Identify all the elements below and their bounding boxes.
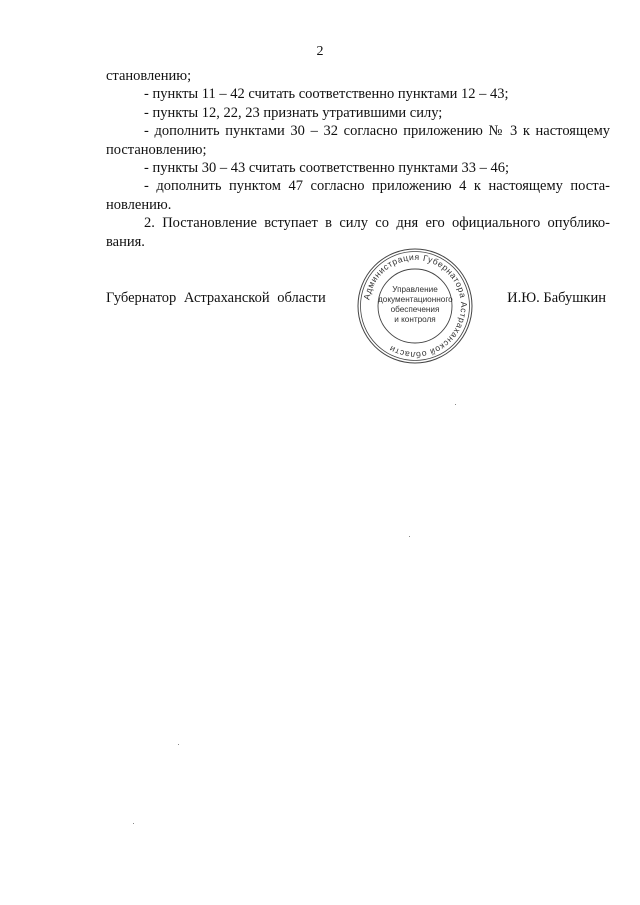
scan-speck (409, 536, 410, 537)
list-item: - пункты 12, 22, 23 признать утратившими силу; (144, 104, 443, 121)
seal-inner-line: и контроля (394, 315, 436, 324)
list-item: - дополнить пунктами 30 – 32 согласно приложению № 3 к настоящему (144, 123, 610, 140)
page-number: 2 (316, 44, 324, 59)
signatory-title: Губернатор Астраханской области (106, 290, 326, 306)
signatory-name: И.Ю. Бабушкин (507, 290, 606, 306)
text-line: становлению; (106, 68, 192, 84)
scan-speck (178, 744, 179, 745)
text-line: постановлению; (106, 141, 207, 158)
text-line: вания. (106, 233, 145, 250)
text-line: новлению. (106, 196, 172, 213)
scan-speck (133, 823, 134, 824)
seal-inner-line: обеспечения (390, 305, 440, 314)
seal-ring-text: Администрация Губернатора Астраханской области (361, 251, 470, 361)
document-body (106, 67, 610, 251)
official-seal (356, 247, 474, 365)
scan-speck (455, 404, 456, 405)
paragraph-line: 2. Постановление вступает в силу со дня его официального опублико- (144, 215, 610, 232)
list-item: - дополнить пунктом 47 согласно приложению 4 к настоящему поста- (144, 178, 610, 195)
seal-inner-text (378, 285, 452, 325)
list-item: - пункты 30 – 43 считать соответственно пунктами 33 – 46; (144, 160, 510, 177)
seal-inner-line: документационного (378, 295, 453, 304)
list-item: - пункты 11 – 42 считать соответственно пунктами 12 – 43; (144, 86, 509, 103)
seal-inner-line: Управление (392, 285, 438, 294)
